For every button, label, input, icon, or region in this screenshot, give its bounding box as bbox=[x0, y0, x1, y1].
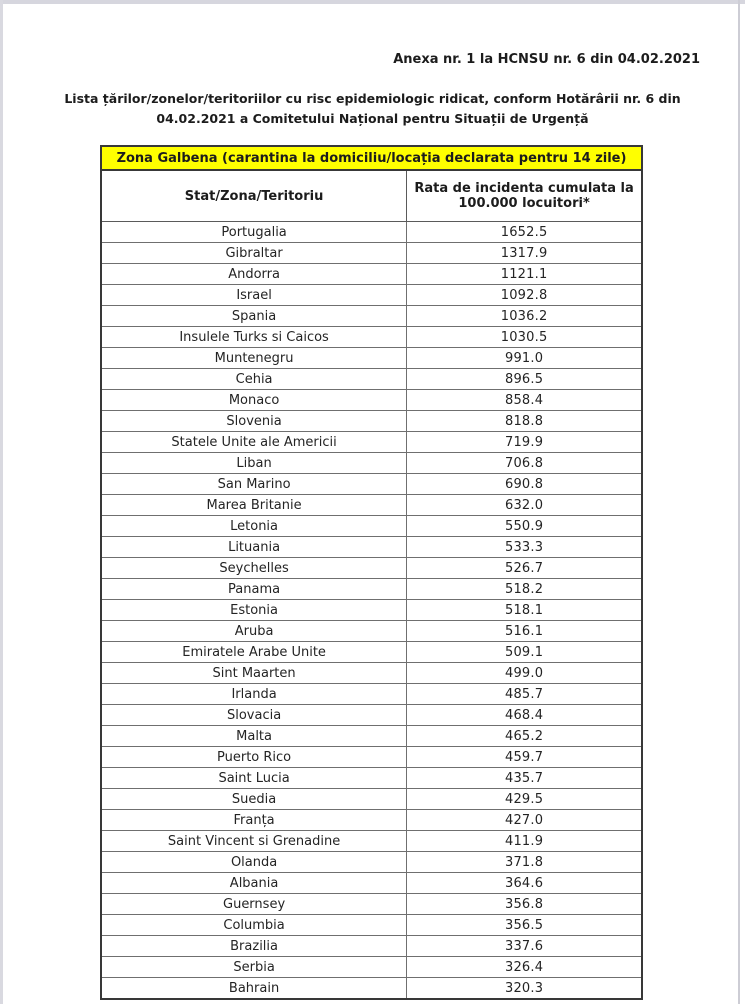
country-cell: Lituania bbox=[101, 537, 407, 558]
country-cell: Israel bbox=[101, 285, 407, 306]
rate-cell: 550.9 bbox=[407, 516, 642, 537]
country-cell: Gibraltar bbox=[101, 243, 407, 264]
country-cell: Estonia bbox=[101, 600, 407, 621]
table-body bbox=[101, 222, 642, 1000]
table-row bbox=[101, 726, 642, 747]
table-row bbox=[101, 222, 642, 243]
country-cell: Aruba bbox=[101, 621, 407, 642]
rate-cell: 896.5 bbox=[407, 369, 642, 390]
rate-cell: 1092.8 bbox=[407, 285, 642, 306]
rate-cell: 526.7 bbox=[407, 558, 642, 579]
rate-cell: 499.0 bbox=[407, 663, 642, 684]
country-cell: Guernsey bbox=[101, 894, 407, 915]
document-title-line-2: 04.02.2021 a Comitetului Național pentru Situații de Urgență bbox=[156, 111, 589, 126]
country-cell: Monaco bbox=[101, 390, 407, 411]
rate-cell: 468.4 bbox=[407, 705, 642, 726]
rate-cell: 706.8 bbox=[407, 453, 642, 474]
country-cell: Irlanda bbox=[101, 684, 407, 705]
table-row bbox=[101, 579, 642, 600]
risk-zone-table bbox=[100, 145, 643, 1000]
rate-cell: 518.1 bbox=[407, 600, 642, 621]
table-row bbox=[101, 432, 642, 453]
annex-reference: Anexa nr. 1 la HCNSU nr. 6 din 04.02.2021 bbox=[393, 52, 700, 67]
table-row bbox=[101, 306, 642, 327]
rate-cell: 991.0 bbox=[407, 348, 642, 369]
rate-cell: 326.4 bbox=[407, 957, 642, 978]
country-cell: Andorra bbox=[101, 264, 407, 285]
table-row bbox=[101, 978, 642, 1000]
table-row bbox=[101, 453, 642, 474]
table-row bbox=[101, 411, 642, 432]
country-cell: Slovacia bbox=[101, 705, 407, 726]
table-row bbox=[101, 243, 642, 264]
country-cell: Portugalia bbox=[101, 222, 407, 243]
rate-cell: 1030.5 bbox=[407, 327, 642, 348]
rate-cell: 465.2 bbox=[407, 726, 642, 747]
column-header-rate: Rata de incidenta cumulata la 100.000 locuitori* bbox=[407, 170, 642, 222]
country-cell: Spania bbox=[101, 306, 407, 327]
rate-cell: 356.8 bbox=[407, 894, 642, 915]
rate-cell: 411.9 bbox=[407, 831, 642, 852]
rate-cell: 509.1 bbox=[407, 642, 642, 663]
table-row bbox=[101, 264, 642, 285]
country-cell: Liban bbox=[101, 453, 407, 474]
country-cell: Bahrain bbox=[101, 978, 407, 1000]
rate-cell: 1121.1 bbox=[407, 264, 642, 285]
table-row bbox=[101, 285, 642, 306]
rate-cell: 719.9 bbox=[407, 432, 642, 453]
table-row bbox=[101, 894, 642, 915]
rate-cell: 516.1 bbox=[407, 621, 642, 642]
table-row bbox=[101, 558, 642, 579]
country-cell: Saint Lucia bbox=[101, 768, 407, 789]
rate-cell: 690.8 bbox=[407, 474, 642, 495]
rate-cell: 533.3 bbox=[407, 537, 642, 558]
rate-cell: 858.4 bbox=[407, 390, 642, 411]
rate-cell: 518.2 bbox=[407, 579, 642, 600]
table-row bbox=[101, 516, 642, 537]
country-cell: Muntenegru bbox=[101, 348, 407, 369]
rate-cell: 337.6 bbox=[407, 936, 642, 957]
country-cell: Sint Maarten bbox=[101, 663, 407, 684]
rate-cell: 356.5 bbox=[407, 915, 642, 936]
table-row bbox=[101, 831, 642, 852]
country-cell: Suedia bbox=[101, 789, 407, 810]
table-row bbox=[101, 789, 642, 810]
rate-cell: 371.8 bbox=[407, 852, 642, 873]
rate-cell: 1317.9 bbox=[407, 243, 642, 264]
rate-cell: 429.5 bbox=[407, 789, 642, 810]
table-row bbox=[101, 642, 642, 663]
country-cell: Columbia bbox=[101, 915, 407, 936]
table-row bbox=[101, 474, 642, 495]
document-title-line-1: Lista țărilor/zonelor/teritoriilor cu risc epidemiologic ridicat, conform Hotărârii nr. 6 din bbox=[64, 91, 681, 106]
country-cell: Letonia bbox=[101, 516, 407, 537]
country-cell: Brazilia bbox=[101, 936, 407, 957]
yellow-zone-banner: Zona Galbena (carantina la domiciliu/locația declarata pentru 14 zile) bbox=[101, 146, 642, 170]
page-edge-right bbox=[738, 0, 740, 1004]
country-cell: Marea Britanie bbox=[101, 495, 407, 516]
country-cell: Puerto Rico bbox=[101, 747, 407, 768]
table-row bbox=[101, 369, 642, 390]
table-row bbox=[101, 810, 642, 831]
table-header-row bbox=[101, 170, 642, 222]
page-edge-left bbox=[0, 0, 3, 1004]
rate-cell: 427.0 bbox=[407, 810, 642, 831]
table-row bbox=[101, 495, 642, 516]
country-cell: San Marino bbox=[101, 474, 407, 495]
document-title bbox=[0, 89, 745, 129]
rate-cell: 435.7 bbox=[407, 768, 642, 789]
table-row bbox=[101, 537, 642, 558]
table-row bbox=[101, 747, 642, 768]
table-row bbox=[101, 768, 642, 789]
zone-banner-row bbox=[101, 146, 642, 170]
table-row bbox=[101, 390, 642, 411]
table-row bbox=[101, 873, 642, 894]
country-cell: Statele Unite ale Americii bbox=[101, 432, 407, 453]
rate-cell: 1652.5 bbox=[407, 222, 642, 243]
table-row bbox=[101, 327, 642, 348]
table-row bbox=[101, 852, 642, 873]
country-cell: Cehia bbox=[101, 369, 407, 390]
country-cell: Saint Vincent si Grenadine bbox=[101, 831, 407, 852]
country-cell: Seychelles bbox=[101, 558, 407, 579]
rate-cell: 485.7 bbox=[407, 684, 642, 705]
country-cell: Albania bbox=[101, 873, 407, 894]
country-cell: Serbia bbox=[101, 957, 407, 978]
country-cell: Olanda bbox=[101, 852, 407, 873]
rate-cell: 320.3 bbox=[407, 978, 642, 1000]
country-cell: Insulele Turks si Caicos bbox=[101, 327, 407, 348]
rate-cell: 459.7 bbox=[407, 747, 642, 768]
rate-cell: 632.0 bbox=[407, 495, 642, 516]
rate-cell: 818.8 bbox=[407, 411, 642, 432]
table-row bbox=[101, 936, 642, 957]
table-row bbox=[101, 915, 642, 936]
table-row bbox=[101, 705, 642, 726]
table-row bbox=[101, 684, 642, 705]
country-cell: Emiratele Arabe Unite bbox=[101, 642, 407, 663]
country-cell: Malta bbox=[101, 726, 407, 747]
country-cell: Panama bbox=[101, 579, 407, 600]
table-row bbox=[101, 348, 642, 369]
page-edge-top bbox=[0, 0, 745, 4]
table-row bbox=[101, 600, 642, 621]
table-row bbox=[101, 621, 642, 642]
rate-cell: 364.6 bbox=[407, 873, 642, 894]
rate-cell: 1036.2 bbox=[407, 306, 642, 327]
country-cell: Slovenia bbox=[101, 411, 407, 432]
table-row bbox=[101, 957, 642, 978]
country-cell: Franța bbox=[101, 810, 407, 831]
column-header-country: Stat/Zona/Teritoriu bbox=[101, 170, 407, 222]
table-row bbox=[101, 663, 642, 684]
